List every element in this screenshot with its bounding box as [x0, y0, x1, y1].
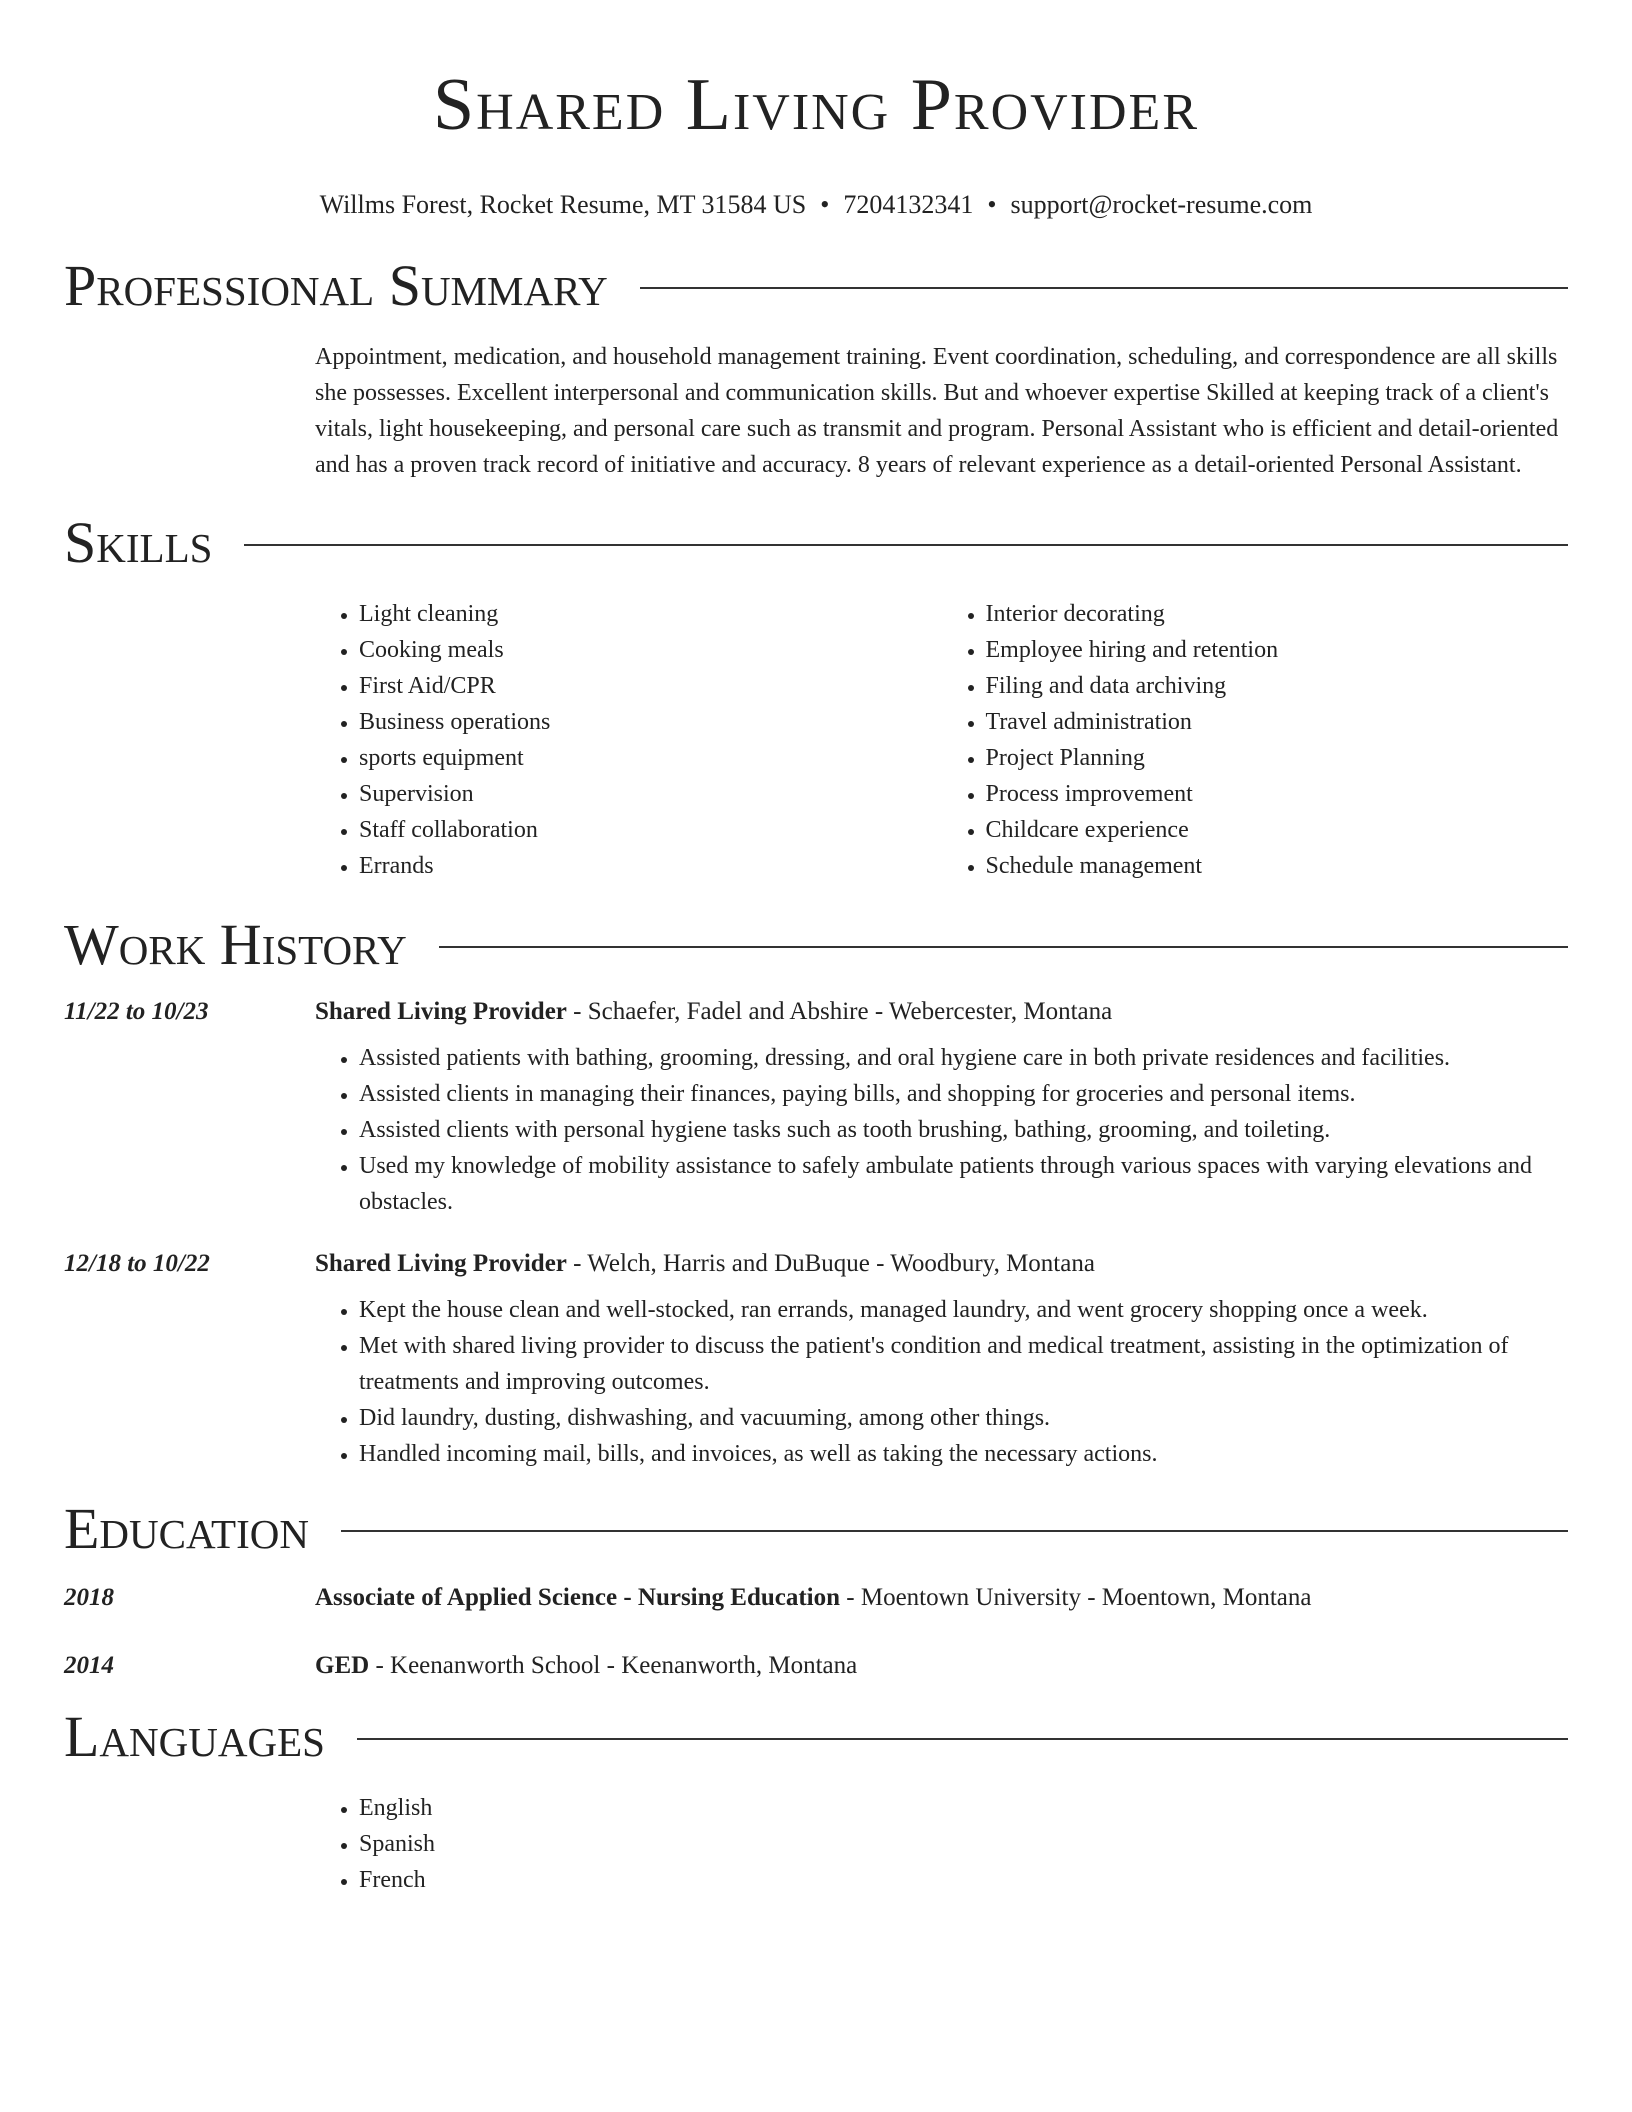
- work-history-section: [64, 912, 1568, 1472]
- contact-separator: •: [987, 190, 997, 219]
- section-divider: [244, 544, 1568, 546]
- work-history-title: Work History: [64, 912, 407, 977]
- job-duty: • Did laundry, dusting, dishwashing, and vacuuming, among other things.: [359, 1400, 1568, 1436]
- job-duty: • Handled incoming mail, bills, and invoices, as well as taking the necessary actions.: [359, 1436, 1568, 1472]
- summary-text: Appointment, medication, and household management training. Event coordination, scheduling, and correspondence are all skills she possesses. Excellent interpersonal and communication skills. But and whoever expertise Skilled at keeping track of a client's vitals, light housekeeping, and personal care such as transmit and program. Personal Assistant who is efficient and detail-oriented and has a proven track record of initiative and accuracy. 8 years of relevant experience as a detail-oriented Personal Assistant.: [315, 344, 1559, 478]
- skills-header: [64, 510, 1568, 576]
- education-school: - Moentown University - Moentown, Montana: [840, 1584, 1312, 1611]
- skill-item: • Process improvement: [986, 776, 1569, 812]
- section-divider: [439, 946, 1568, 948]
- job-heading: [315, 1250, 1095, 1278]
- skill-item: • Errands: [359, 848, 942, 884]
- skill-item: • Cooking meals: [359, 632, 942, 668]
- education-entry: [64, 1584, 1568, 1612]
- education-heading: [315, 1652, 857, 1680]
- summary-section: [64, 253, 1568, 483]
- education-title: Education: [64, 1496, 309, 1561]
- language-item: • French: [359, 1862, 1568, 1898]
- resume-page: [64, 0, 1568, 1898]
- job-entry: [64, 998, 1568, 1220]
- job-title: Shared Living Provider: [315, 1250, 567, 1277]
- skill-item: • Schedule management: [986, 848, 1569, 884]
- languages-list: [315, 1790, 1568, 1898]
- education-heading: [315, 1584, 1312, 1612]
- contact-email: support@rocket-resume.com: [1010, 190, 1313, 219]
- job-employer: - Schaefer, Fadel and Abshire - Webercester, Montana: [566, 998, 1113, 1025]
- job-duties: [315, 1292, 1568, 1472]
- skill-item: • Light cleaning: [359, 596, 942, 632]
- job-entry: [64, 1250, 1568, 1472]
- job-duty: • Assisted clients in managing their finances, paying bills, and shopping for groceries and personal items.: [359, 1076, 1568, 1112]
- summary-header: [64, 253, 1568, 319]
- education-year: 2018: [64, 1584, 114, 1611]
- job-employer: - Welch, Harris and DuBuque - Woodbury, Montana: [566, 1250, 1095, 1277]
- language-item: • Spanish: [359, 1826, 1568, 1862]
- education-entry: [64, 1652, 1568, 1680]
- job-title: Shared Living Provider: [315, 998, 567, 1025]
- job-dates: 12/18 to 10/22: [64, 1250, 210, 1277]
- skills-list-right: [942, 596, 1569, 884]
- contact-address: Willms Forest, Rocket Resume, MT 31584 US: [319, 190, 807, 219]
- job-duties: [315, 1040, 1568, 1220]
- section-divider: [341, 1530, 1568, 1532]
- skill-item: • Childcare experience: [986, 812, 1569, 848]
- skill-item: • Business operations: [359, 704, 942, 740]
- skill-item: • Interior decorating: [986, 596, 1569, 632]
- contact-separator: •: [820, 190, 830, 219]
- job-duty: • Assisted patients with bathing, grooming, dressing, and oral hygiene care in both private residences and facilities.: [359, 1040, 1568, 1076]
- skill-item: • Filing and data archiving: [986, 668, 1569, 704]
- skills-list-left: [315, 596, 942, 884]
- language-item: • English: [359, 1790, 1568, 1826]
- skills-grid: [315, 596, 1568, 884]
- contact-line: [64, 190, 1568, 220]
- skill-item: • sports equipment: [359, 740, 942, 776]
- languages-header: [64, 1704, 1568, 1770]
- section-divider: [640, 287, 1568, 289]
- education-degree: GED: [315, 1652, 370, 1679]
- languages-section: [64, 1704, 1568, 1898]
- section-divider: [357, 1738, 1568, 1740]
- contact-phone: 7204132341: [843, 190, 974, 219]
- job-heading: [315, 998, 1112, 1026]
- skills-section: [64, 510, 1568, 884]
- job-duty: • Used my knowledge of mobility assistance to safely ambulate patients through various spaces with varying elevations and obstacles.: [359, 1148, 1568, 1220]
- skill-item: • Staff collaboration: [359, 812, 942, 848]
- summary-title: Professional Summary: [64, 253, 608, 318]
- skills-title: Skills: [64, 510, 213, 575]
- education-degree: Associate of Applied Science - Nursing Education: [315, 1584, 841, 1611]
- languages-title: Languages: [64, 1704, 325, 1769]
- job-dates: 11/22 to 10/23: [64, 998, 209, 1025]
- job-duty: • Kept the house clean and well-stocked, ran errands, managed laundry, and went grocery shopping once a week.: [359, 1292, 1568, 1328]
- education-year: 2014: [64, 1652, 114, 1679]
- education-header: [64, 1496, 1568, 1562]
- skill-item: • Project Planning: [986, 740, 1569, 776]
- education-section: [64, 1496, 1568, 1680]
- skill-item: • Employee hiring and retention: [986, 632, 1569, 668]
- skill-item: • First Aid/CPR: [359, 668, 942, 704]
- work-history-header: [64, 912, 1568, 978]
- education-school: - Keenanworth School - Keenanworth, Montana: [369, 1652, 858, 1679]
- job-duty: • Assisted clients with personal hygiene tasks such as tooth brushing, bathing, grooming, and toileting.: [359, 1112, 1568, 1148]
- skill-item: • Supervision: [359, 776, 942, 812]
- job-duty: • Met with shared living provider to discuss the patient's condition and medical treatment, assisting in the optimization of treatments and improving outcomes.: [359, 1328, 1568, 1400]
- skill-item: • Travel administration: [986, 704, 1569, 740]
- candidate-name: Shared Living Provider: [432, 64, 1199, 146]
